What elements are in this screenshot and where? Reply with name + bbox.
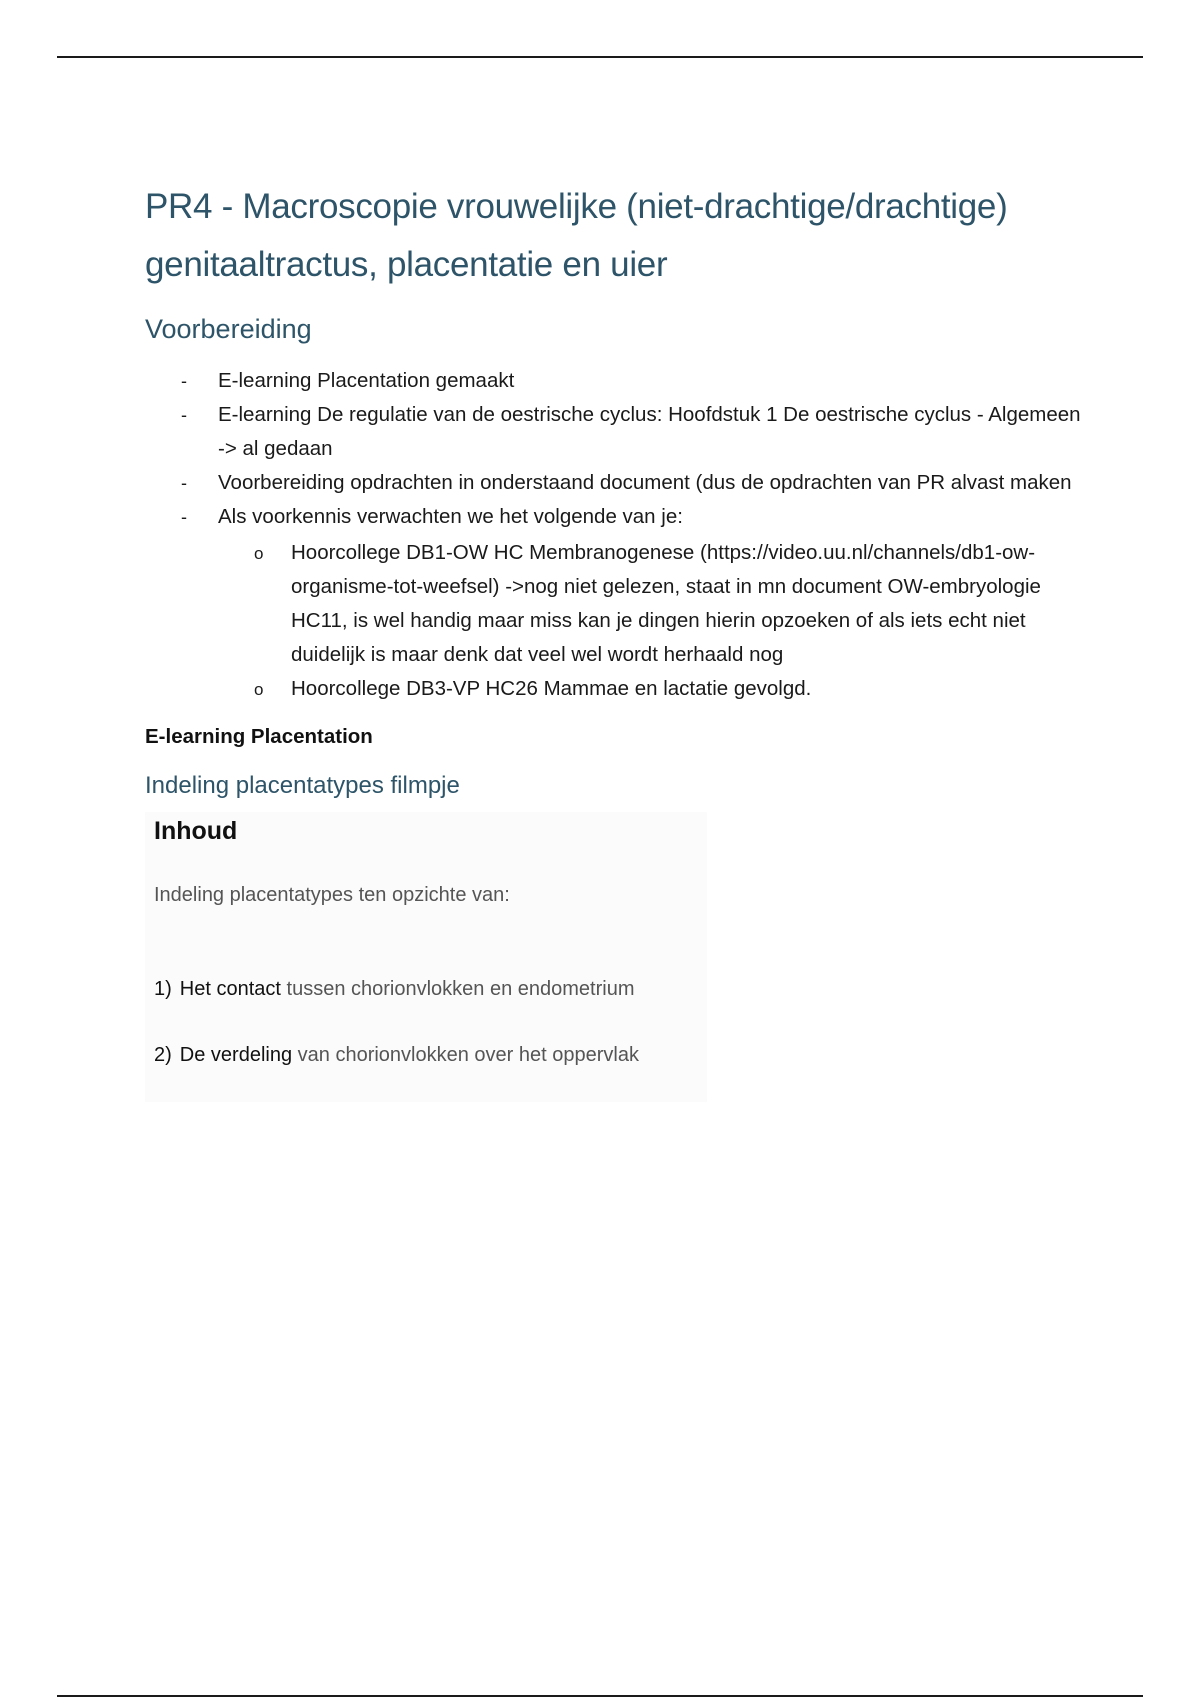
- footer-rule: [57, 1695, 1143, 1697]
- list-item-text: Als voorkennis verwachten we het volgende van je:: [218, 505, 683, 528]
- placentatypes-heading: Indeling placentatypes filmpje: [145, 772, 460, 799]
- section-heading-voorbereiding: Voorbereiding: [145, 314, 312, 344]
- list-item-text: Hoorcollege DB3-VP HC26 Mammae en lactatie gevolgd.: [291, 677, 812, 700]
- list-item: [181, 466, 1085, 500]
- list-item-text: Hoorcollege DB1-OW HC Membranogenese (https://video.uu.nl/channels/db1-ow-organisme-tot-weefsel) ->nog niet gelezen, staat in mn document OW-embryologie HC11, is wel handig maar miss kan je dingen hierin opzoeken of als iets echt niet duidelijk is maar denk dat veel wel wordt herhaald nog: [291, 541, 1041, 666]
- list-item: [254, 536, 1085, 672]
- list-item-text: Voorbereiding opdrachten in onderstaand document (dus de opdrachten van PR alvast maken: [218, 471, 1072, 494]
- page-title-line-2: genitaaltractus, placentatie en uier: [145, 245, 668, 284]
- list-item: [181, 398, 1085, 466]
- list-item-text: E-learning Placentation gemaakt: [218, 369, 515, 392]
- slide-point-strong: De verdeling: [179, 1044, 293, 1066]
- dash-bullet: -: [181, 371, 187, 391]
- page-title-line-1: PR4 - Macroscopie vrouwelijke (niet-drachtige/drachtige): [145, 187, 1008, 226]
- prior-knowledge-list: [218, 536, 1085, 706]
- slide-point-number: 1): [154, 978, 172, 1000]
- header-rule: [57, 56, 1143, 58]
- slide-point-text: van chorionvlokken over het oppervlak: [292, 1044, 639, 1066]
- document-body: [145, 178, 1085, 1102]
- slide-point-text: tussen chorionvlokken en endometrium: [280, 978, 635, 1000]
- list-item: [181, 364, 1085, 398]
- list-item-text: E-learning De regulatie van de oestrische cyclus: Hoofdstuk 1 De oestrische cyclus - Algemeen -> al gedaan: [218, 403, 1081, 460]
- circle-bullet: o: [254, 544, 264, 563]
- slide-title: Inhoud: [154, 817, 238, 845]
- list-item: [181, 500, 1085, 706]
- list-item: [254, 672, 1085, 706]
- elearning-heading: E-learning Placentation: [145, 725, 373, 748]
- slide-point: [154, 978, 635, 1001]
- dash-bullet: -: [181, 473, 187, 493]
- slide-point-number: 2): [154, 1044, 172, 1066]
- slide-point: [154, 1044, 639, 1067]
- circle-bullet: o: [254, 680, 264, 699]
- slide-intro: Indeling placentatypes ten opzichte van:: [154, 884, 510, 906]
- dash-bullet: -: [181, 507, 187, 527]
- dash-bullet: -: [181, 405, 187, 425]
- slide-screenshot: [145, 812, 707, 1102]
- slide-point-strong: Het contact: [179, 978, 281, 1000]
- page-title: [145, 178, 1085, 294]
- preparation-list: [145, 364, 1085, 706]
